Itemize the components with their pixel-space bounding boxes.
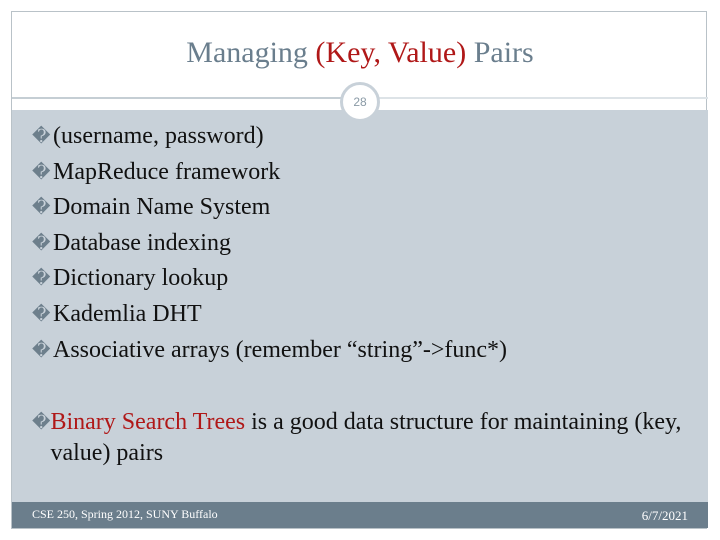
- bullet-text: Associative arrays (remember “string”->func*): [53, 336, 508, 363]
- slide-title: [0, 36, 720, 70]
- bst-highlight: Binary Search Trees: [50, 409, 246, 436]
- title-part-2: Pairs: [466, 36, 534, 69]
- bullet-text: (username, password): [53, 123, 264, 149]
- slide-number: 28: [353, 95, 367, 109]
- bullet-marker-icon: �: [32, 232, 51, 253]
- bullet-list: [32, 119, 692, 469]
- bullet-marker-icon: �: [32, 412, 51, 433]
- bullet-text-rest: is a good data structure for maintaining (key, value) pairs: [50, 409, 682, 467]
- title-accent: (Key, Value): [315, 36, 467, 69]
- bullet-item: [32, 297, 692, 333]
- bullet-item: [32, 333, 692, 369]
- slide-number-badge: [340, 82, 380, 122]
- title-divider-left: [12, 97, 342, 99]
- footer-course: CSE 250, Spring 2012, SUNY Buffalo: [32, 507, 218, 521]
- title-part-1: Managing: [186, 36, 316, 69]
- bullet-text: Database indexing: [53, 229, 231, 256]
- bullet-marker-icon: �: [32, 339, 51, 360]
- bullet-marker-icon: �: [32, 126, 51, 146]
- bullet-text-final: [50, 405, 692, 469]
- bullet-text: Dictionary lookup: [53, 265, 229, 292]
- bullet-marker-icon: �: [32, 303, 51, 324]
- bullet-item: [32, 155, 692, 191]
- bullet-item: [32, 190, 692, 226]
- bullet-item: [32, 119, 692, 155]
- bullet-marker-icon: �: [32, 161, 51, 182]
- bullet-marker-icon: �: [32, 268, 51, 289]
- bullet-text: Kademlia DHT: [53, 300, 202, 327]
- bullet-marker-icon: �: [32, 197, 51, 218]
- bullet-text: Domain Name System: [53, 194, 271, 221]
- footer-date: 6/7/2021: [641, 508, 688, 523]
- bullet-item: [32, 226, 692, 262]
- bullet-item-final: [32, 405, 692, 469]
- bullet-text: MapReduce framework: [53, 158, 281, 185]
- bullet-item: [32, 261, 692, 297]
